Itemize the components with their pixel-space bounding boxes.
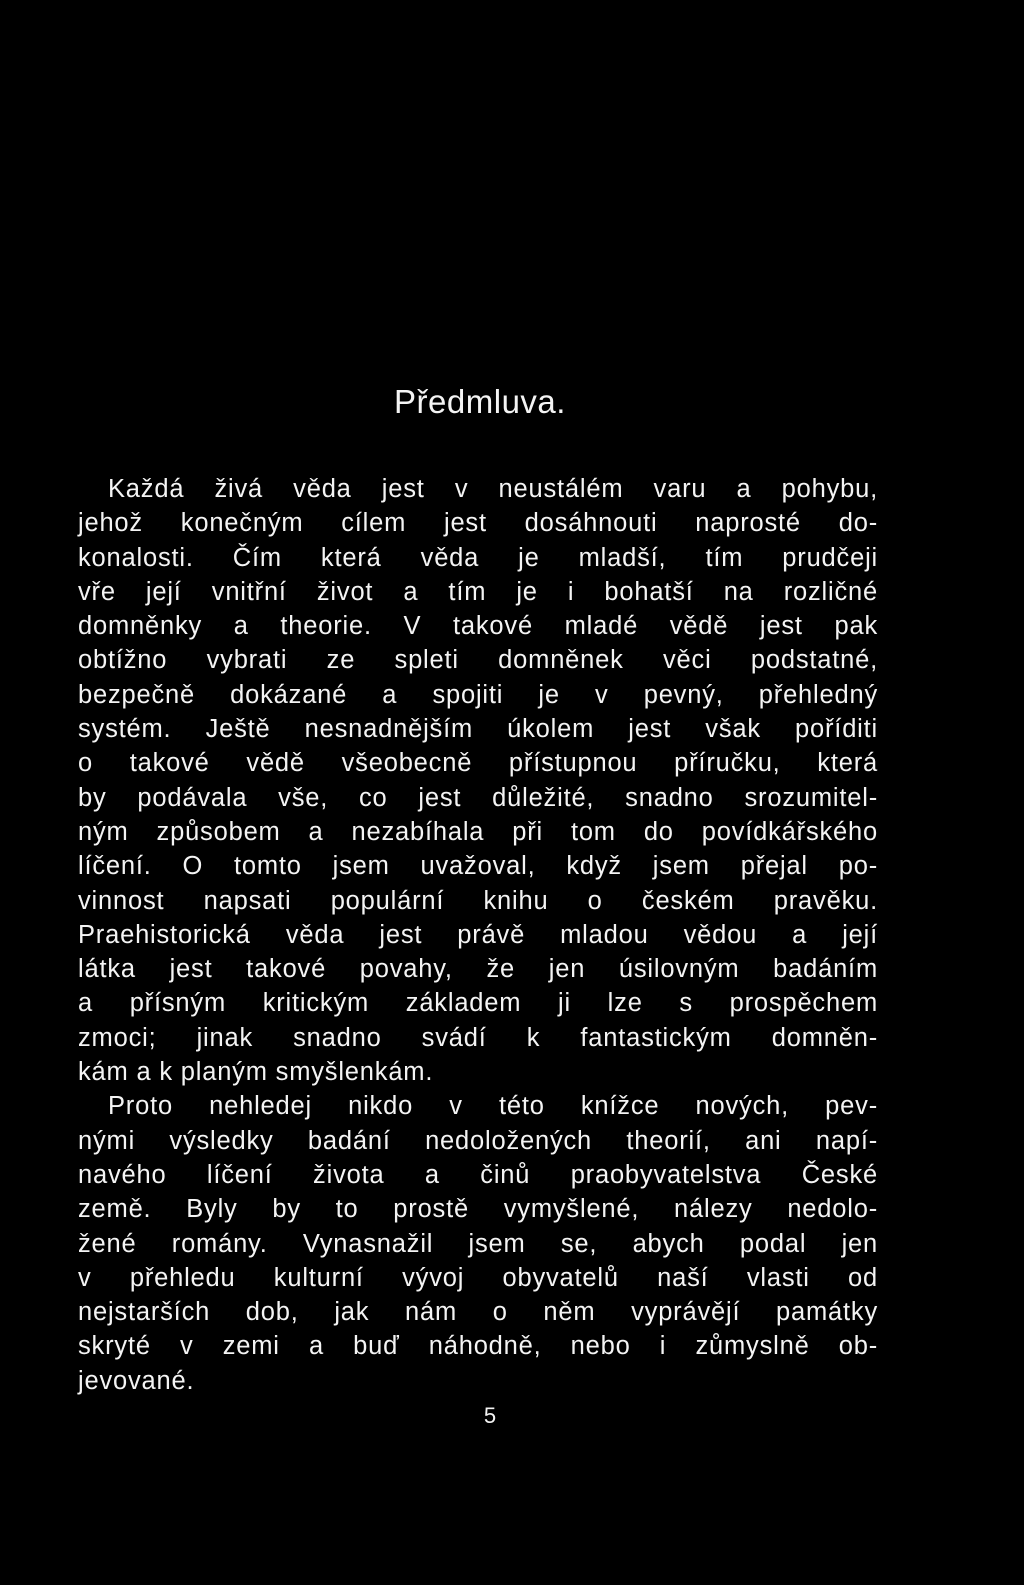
page-title: Předmluva. [394,383,566,420]
text-line: by podávala vše, co jest důležité, snadno srozumitel- [78,783,878,812]
text-line: vře její vnitřní život a tím je i bohatší na rozličné [78,577,878,606]
body-text [78,472,878,1398]
text-line: obtížno vybrati ze spleti domněnek věci podstatné, [78,646,878,675]
text-line: ným způsobem a nezabíhala při tom do povídkářského [78,817,878,846]
text-line: žené romány. Vynasnažil jsem se, abych podal jen [78,1229,878,1258]
paragraph-2 [78,1089,878,1398]
text-line: skryté v zemi a buď náhodně, nebo i zůmyslně ob- [78,1332,878,1361]
text-line: systém. Ještě nesnadnějším úkolem jest však poříditi [78,715,878,744]
text-line: navého líčení života a činů praobyvatelstva České [78,1160,878,1189]
text-line: líčení. O tomto jsem uvažoval, když jsem přejal po- [78,852,878,881]
text-line: vinnost napsati populární knihu o českém pravěku. [78,886,878,915]
text-line: zmoci; jinak snadno svádí k fantastickým domněn- [78,1023,878,1052]
text-line: nými výsledky badání nedoložených theorií, ani napí- [78,1126,878,1155]
text-line: Každá živá věda jest v neustálém varu a pohybu, [108,475,878,503]
text-line: v přehledu kulturní vývoj obyvatelů naší vlasti od [78,1263,878,1292]
text-line: domněnky a theorie. V takové mladé vědě jest pak [78,612,878,641]
text-line: Proto nehledej nikdo v této knížce nových, pev- [108,1092,878,1121]
text-line: o takové vědě všeobecně přístupnou příručku, která [78,749,878,778]
paragraph-1 [78,472,878,1089]
text-line: konalosti. Čím která věda je mladší, tím prudčeji [78,543,878,572]
text-line: bezpečně dokázané a spojiti je v pevný, přehledný [78,680,878,709]
text-line: země. Byly by to prostě vymyšlené, nálezy nedolo- [78,1195,878,1224]
text-line: kám a k planým smyšlenkám. [78,1058,434,1087]
text-line: a přísným kritickým základem ji lze s prospěchem [78,989,878,1018]
text-line: jevované. [78,1366,195,1395]
text-line: Praehistorická věda jest právě mladou vědou a její [78,920,878,949]
text-line: nejstarších dob, jak nám o něm vyprávějí památky [78,1298,878,1327]
page-number: 5 [483,1403,497,1428]
text-line: látka jest takové povahy, že jen úsilovným badáním [78,955,878,984]
text-line: jehož konečným cílem jest dosáhnouti naprosté do- [78,509,878,538]
